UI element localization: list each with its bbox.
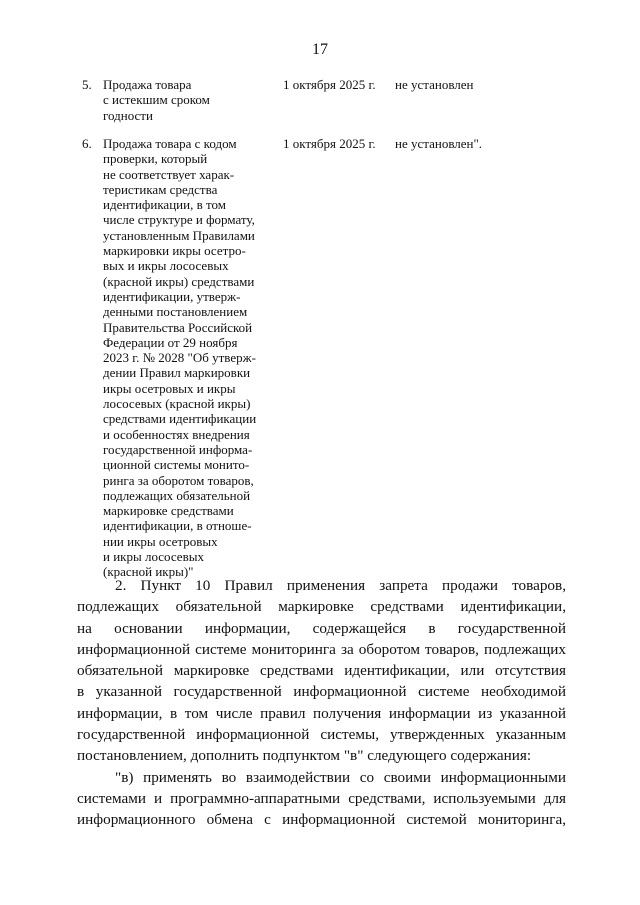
row-date: 1 октября 2025 г. (283, 77, 376, 92)
paragraph-line: обязательной маркировке средствами идентификации, или отсутствия (77, 662, 566, 680)
body-paragraphs (77, 575, 566, 831)
row-description-line: не соответствует харак- (103, 166, 235, 182)
row-description-line: и особенностях внедрения (103, 426, 250, 442)
row-number: 5. (82, 77, 92, 92)
row-description-line: теристикам средства (103, 181, 218, 197)
row-description-line: дении Правил маркировки (103, 365, 251, 381)
row-description-line: нии икры осетровых (103, 533, 218, 549)
paragraph-line: подлежащих обязательной маркировке средствами идентификации, (77, 598, 566, 616)
paragraph-line: информации, в том числе правил получения информации из указанной (77, 704, 566, 722)
row-status: не установлен". (395, 136, 483, 151)
row-description-line: Федерации от 29 ноября (103, 334, 238, 350)
row-description-line: средствами идентификации (103, 411, 257, 427)
row-description-line: Правительства Российской (103, 319, 253, 335)
page-number: 17 (312, 41, 328, 58)
row-description-line: подлежащих обязательной (103, 487, 251, 503)
paragraph-line: системами и программно-аппаратными средствами, используемыми для (77, 789, 566, 807)
row-description-line: маркировки икры осетро- (103, 243, 246, 259)
row-description-line: идентификации, в отноше- (103, 518, 252, 534)
row-status: не установлен (395, 77, 474, 92)
row-description (103, 136, 273, 580)
row-description-line: проверки, который (103, 151, 208, 167)
row-description-line: идентификации, в том (103, 197, 226, 213)
paragraph-2 (77, 575, 566, 767)
row-description-line: (красной икры)" (103, 564, 194, 580)
row-number: 6. (82, 136, 92, 151)
row-description-line: Продажа товара с кодом (103, 136, 237, 151)
row-description-line: государственной информа- (103, 441, 253, 457)
row-description-line: Продажа товара (103, 77, 192, 92)
row-description-line: маркировке средствами (103, 503, 234, 519)
row-description-line: (красной икры) средствами (103, 273, 255, 289)
paragraph-line: информационного обмена с информационной системой мониторинга, (77, 811, 566, 829)
paragraph-line: постановлением, дополнить подпунктом "в" следующего содержания: (77, 747, 532, 765)
row-description-line: годности (103, 107, 153, 123)
row-description-line: вых и икры лососевых (103, 258, 229, 274)
row-description-line: икры осетровых и икры (103, 380, 236, 396)
paragraph-line: информационной системе мониторинга за оборотом товаров, подлежащих (77, 640, 566, 658)
row-description-line: идентификации, утверж- (103, 288, 241, 304)
row-description-line: ционной системы монито- (103, 457, 250, 473)
row-description (103, 77, 273, 123)
row-description-line: и икры лососевых (103, 549, 204, 565)
row-description-line: денными постановлением (103, 304, 248, 320)
row-description-line: ринга за оборотом товаров, (103, 472, 254, 488)
row-description-line: числе структуре и формату, (103, 212, 255, 228)
row-description-line: установленным Правилами (103, 227, 255, 243)
paragraph-line: "в) применять во взаимодействии со своими информационными (115, 768, 566, 786)
paragraph-line: в указанной государственной информационной системе необходимой (77, 683, 566, 701)
paragraph-line: 2. Пункт 10 Правил применения запрета продажи товаров, (115, 577, 566, 594)
paragraph-3 (77, 767, 566, 831)
row-description-line: лососевых (красной икры) (103, 396, 251, 412)
row-description-line: 2023 г. № 2028 "Об утверж- (103, 350, 256, 366)
paragraph-line: на основании информации, содержащейся в государственной (77, 619, 566, 637)
paragraph-line: государственной информационной системы, утвержденных указанным (77, 726, 566, 744)
row-description-line: с истекшим сроком (103, 92, 210, 108)
row-date: 1 октября 2025 г. (283, 136, 376, 151)
